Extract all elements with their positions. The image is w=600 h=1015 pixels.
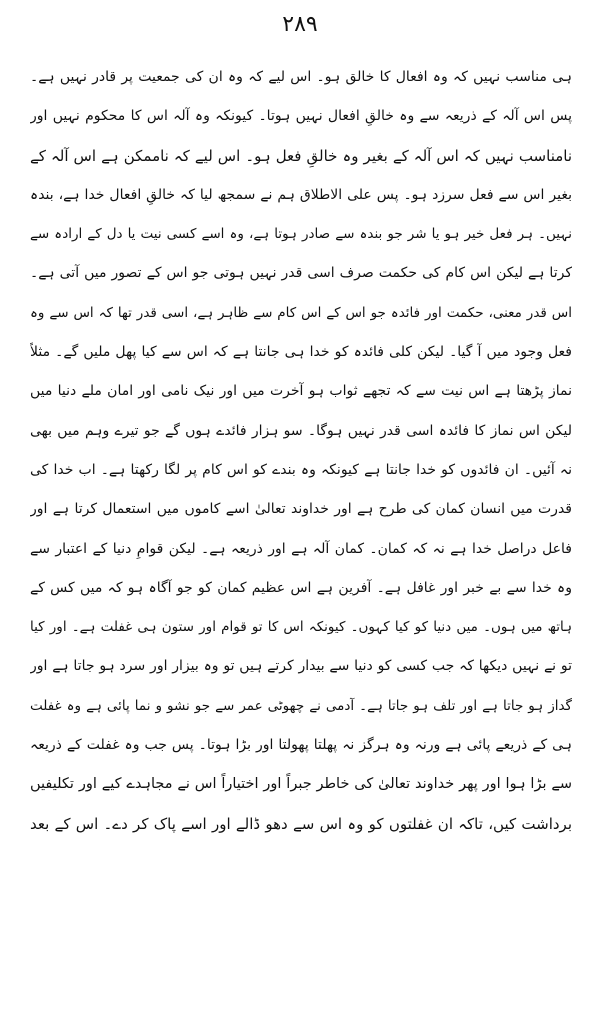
body-text <box>30 58 572 844</box>
text-line-15: ہاتھ میں ہوں۔ میں دنیا کو کیا کہوں۔ کیونکہ اس کا تو قوام اور ستون ہی غفلت ہے۔ اور کیا <box>30 619 572 636</box>
text-line-5: نہیں۔ ہر فعل خیر ہو یا شر جو بندہ سے صادر ہوتا ہے، وہ اسے کسی نیت یا دل کے ارادہ سے <box>30 226 572 243</box>
text-line-14: وہ خدا سے بے خبر اور غافل ہے۔ آفرین ہے اس عظیم کمان کو جو آگاہ ہو کہ میں کس کے <box>30 579 572 596</box>
text-line-4: بغیر اس سے فعل سرزد ہو۔ پس علی الاطلاق ہم نے سمجھ لیا کہ خالقِ افعال خدا ہے، بندہ <box>30 186 572 203</box>
page-number: ۲۸۹ <box>282 12 318 37</box>
text-line-12: قدرت میں انسان کمان کی طرح ہے اور خداوند تعالیٰ اسے کاموں میں استعمال کرتا ہے اور <box>30 501 572 518</box>
text-line-9: نماز پڑھتا ہے اس نیت سے کہ تجھے ثواب ہو آخرت میں اور نیک نامی اور امان ملے دنیا میں <box>30 383 572 400</box>
text-line-17: گداز ہو جاتا ہے اور تلف ہو جاتا ہے۔ آدمی نے چھوٹی عمر سے جو نشو و نما پائی ہے وہ غفلت <box>30 697 572 714</box>
text-line-16: تو نے نہیں دیکھا کہ جب کسی کو دنیا سے بیدار کرتے ہیں تو وہ بیزار اور سرد ہو جاتا ہے اور <box>30 658 572 675</box>
text-line-2: پس اس آلہ کے ذریعہ سے وہ خالقِ افعال نہیں ہوتا۔ کیونکہ وہ آلہ اس کا محکوم نہیں اور <box>30 108 572 125</box>
text-line-11: نہ آئیں۔ ان فائدوں کو خدا جانتا ہے کیونکہ وہ بندے کو اس کام پر لگا رکھتا ہے۔ اب خدا کی <box>30 461 572 478</box>
text-line-8: فعل وجود میں آ گیا۔ لیکن کلی فائدہ کو خدا ہی جانتا ہے کہ اس سے کیا پھل ملیں گے۔ مثلاً <box>30 344 572 361</box>
text-line-6: کرتا ہے لیکن اس کام کی حکمت صرف اسی قدر نہیں ہوتی جو اس کے تصور میں آتی ہے۔ <box>30 265 572 282</box>
text-line-13: فاعل دراصل خدا ہے نہ کہ کمان۔ کمان آلہ ہے اور ذریعہ ہے۔ لیکن قوامِ دنیا کے اعتبار سے <box>30 540 572 557</box>
text-line-10: لیکن اس نماز کا فائدہ اسی قدر نہیں ہوگا۔ سو ہزار فائدے ہوں گے جو تیرے وہم میں بھی <box>30 422 572 439</box>
text-line-7: اس قدر معنی، حکمت اور فائدہ جو اس کے اس کام سے ظاہر ہے، اسی قدر تھا کہ اس سے وہ <box>30 304 572 321</box>
text-line-1: ہی مناسب نہیں کہ وہ افعال کا خالق ہو۔ اس لیے کہ وہ ان کی جمعیت پر قادر نہیں ہے۔ <box>30 69 572 85</box>
text-line-3: نامناسب نہیں کہ اس آلہ کے بغیر وہ خالقِ فعل ہو۔ اس لیے کہ ناممکن ہے اس آلہ کے <box>30 146 572 165</box>
text-line-18: ہی کے ذریعے پائی ہے ورنہ وہ ہرگز نہ پھلتا پھولتا اور بڑا ہوتا۔ پس جب وہ غفلت کے ذریعہ <box>30 737 572 754</box>
text-line-19: سے بڑا ہوا اور پھر خداوند تعالیٰ کی خاطر جبراً اور اختیاراً اس نے مجاہدے کیے اور تکلیفیں <box>30 776 572 793</box>
text-line-20: برداشت کیں، تاکہ ان غفلتوں کو وہ اس سے دھو ڈالے اور اسے پاک کر دے۔ اس کے بعد <box>30 814 572 833</box>
